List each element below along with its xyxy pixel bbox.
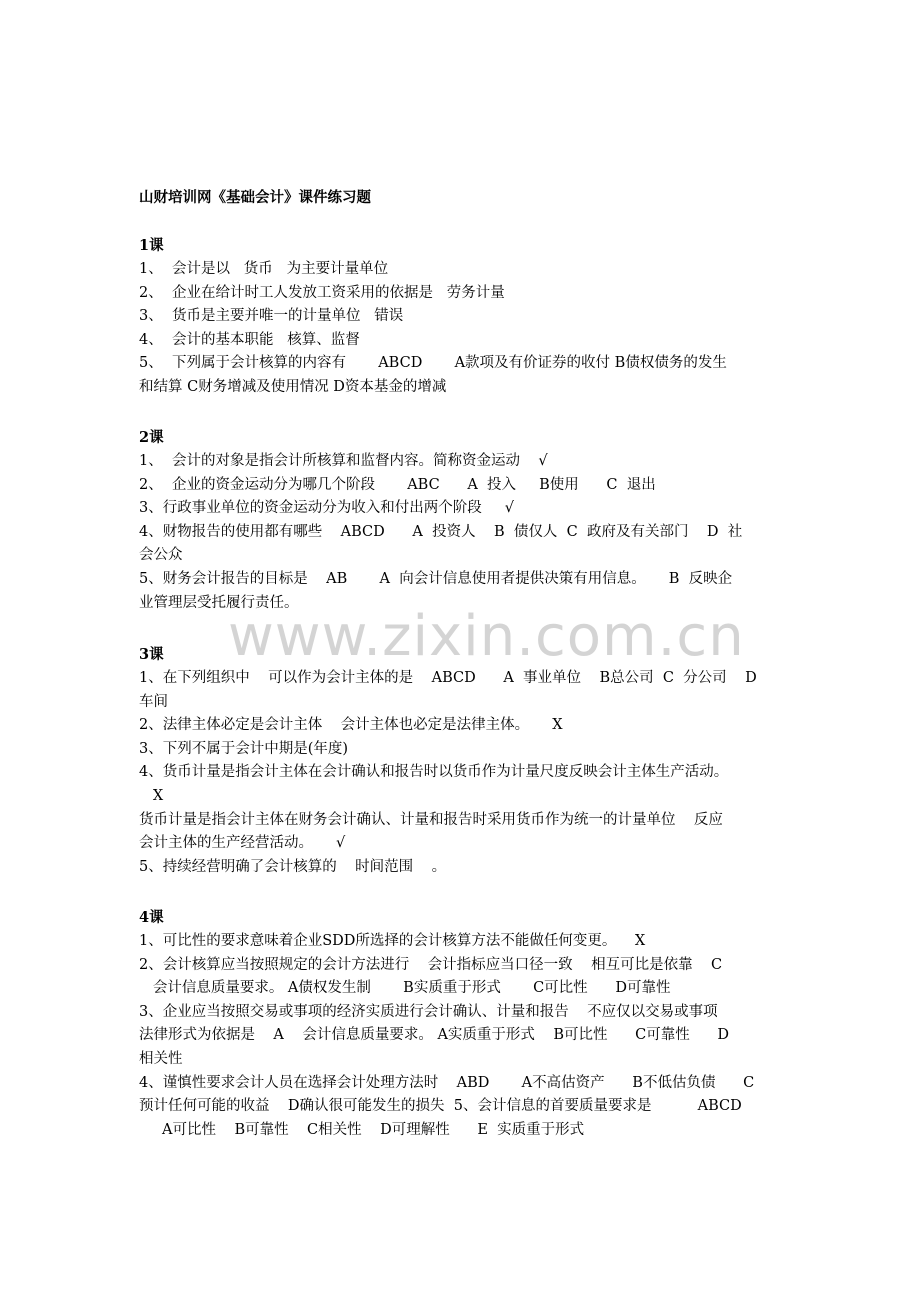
question-line: 4、财物报告的使用都有哪些 ABCD A 投资人 B 债仅人 C 政府及有关部门 D 社 — [139, 523, 743, 540]
question-line: 和结算 C财务增减及使用情况 D资本基金的增减 — [139, 378, 447, 395]
question-line: 车间 — [139, 693, 168, 710]
question-line: 2、 企业的资金运动分为哪几个阶段 ABC A 投入 B使用 C 退出 — [139, 476, 656, 493]
question-line: 预计任何可能的收益 D确认很可能发生的损失 5、会计信息的首要质量要求是 ABCD — [139, 1098, 742, 1115]
question-line: 货币计量是指会计主体在财务会计确认、计量和报告时采用货币作为统一的计量单位 反应 — [139, 811, 723, 828]
question-line: 1、在下列组织中 可以作为会计主体的是 ABCD A 事业单位 B总公司 C 分公司 D — [139, 670, 757, 686]
question-line: 1、 会计的对象是指会计所核算和监督内容。简称资金运动 √ — [139, 453, 548, 469]
watermark: www.zixin.com.cn — [228, 604, 745, 669]
question-line: 3、企业应当按照交易或事项的经济实质进行会计确认、计量和报告 不应仅以交易或事项 — [139, 1003, 718, 1020]
question-line: 5、持续经营明确了会计核算的 时间范围 。 — [139, 858, 447, 875]
question-line: 3、下列不属于会计中期是(年度) — [139, 740, 349, 757]
question-line: 2、法律主体必定是会计主体 会计主体也必定是法律主体。 X — [139, 717, 563, 734]
question-line: 业管理层受托履行责任。 — [139, 594, 299, 611]
question-line: 4、谨慎性要求会计人员在选择会计处理方法时 ABD A不高估资产 B不低估负债 C — [139, 1074, 755, 1091]
question-line: 3、行政事业单位的资金运动分为收入和付出两个阶段 √ — [139, 500, 515, 517]
lesson-2-section — [139, 426, 819, 615]
lesson-4-section — [139, 906, 819, 1142]
question-line: 2、会计核算应当按照规定的会计方法进行 会计指标应当口径一致 相互可比是依靠 C — [139, 956, 723, 973]
document-title: 山财培训网《基础会计》课件练习题 — [139, 189, 371, 206]
question-line: 法律形式为依据是 A 会计信息质量要求。 A实质重于形式 B可比性 C可靠性 D — [139, 1027, 730, 1044]
question-line: 3、 货币是主要并唯一的计量单位 错误 — [139, 308, 404, 325]
question-line: A可比性 B可靠性 C相关性 D可理解性 E 实质重于形式 — [139, 1121, 585, 1138]
lesson-heading: 2课 — [139, 429, 164, 446]
question-line: 相关性 — [139, 1050, 183, 1067]
question-line: X — [139, 787, 164, 804]
question-line: 1、可比性的要求意味着企业SDD所选择的会计核算方法不能做任何变更。 X — [139, 933, 646, 949]
lesson-heading: 3课 — [139, 646, 164, 663]
question-line: 5、财务会计报告的目标是 AB A 向会计信息使用者提供决策有用信息。 B 反映企 — [139, 570, 733, 587]
question-line: 会计信息质量要求。 A债权发生制 B实质重于形式 C可比性 D可靠性 — [139, 980, 671, 997]
question-line: 1、 会计是以 货币 为主要计量单位 — [139, 261, 389, 277]
lesson-1-section — [139, 234, 819, 400]
lesson-3-section — [139, 643, 819, 879]
lesson-heading: 1课 — [139, 237, 164, 254]
question-line: 4、货币计量是指会计主体在会计确认和报告时以货币作为计量尺度反映会计主体生产活动。 — [139, 764, 729, 781]
question-line: 4、 会计的基本职能 核算、监督 — [139, 331, 360, 348]
question-line: 2、 企业在给计时工人发放工资采用的依据是 劳务计量 — [139, 284, 505, 301]
question-line: 会计主体的生产经营活动。 √ — [139, 835, 346, 852]
question-line: 会公众 — [139, 547, 183, 564]
lesson-heading: 4课 — [139, 909, 164, 926]
question-line: 5、 下列属于会计核算的内容有 ABCD A款项及有价证券的收付 B债权债务的发生 — [139, 355, 727, 372]
